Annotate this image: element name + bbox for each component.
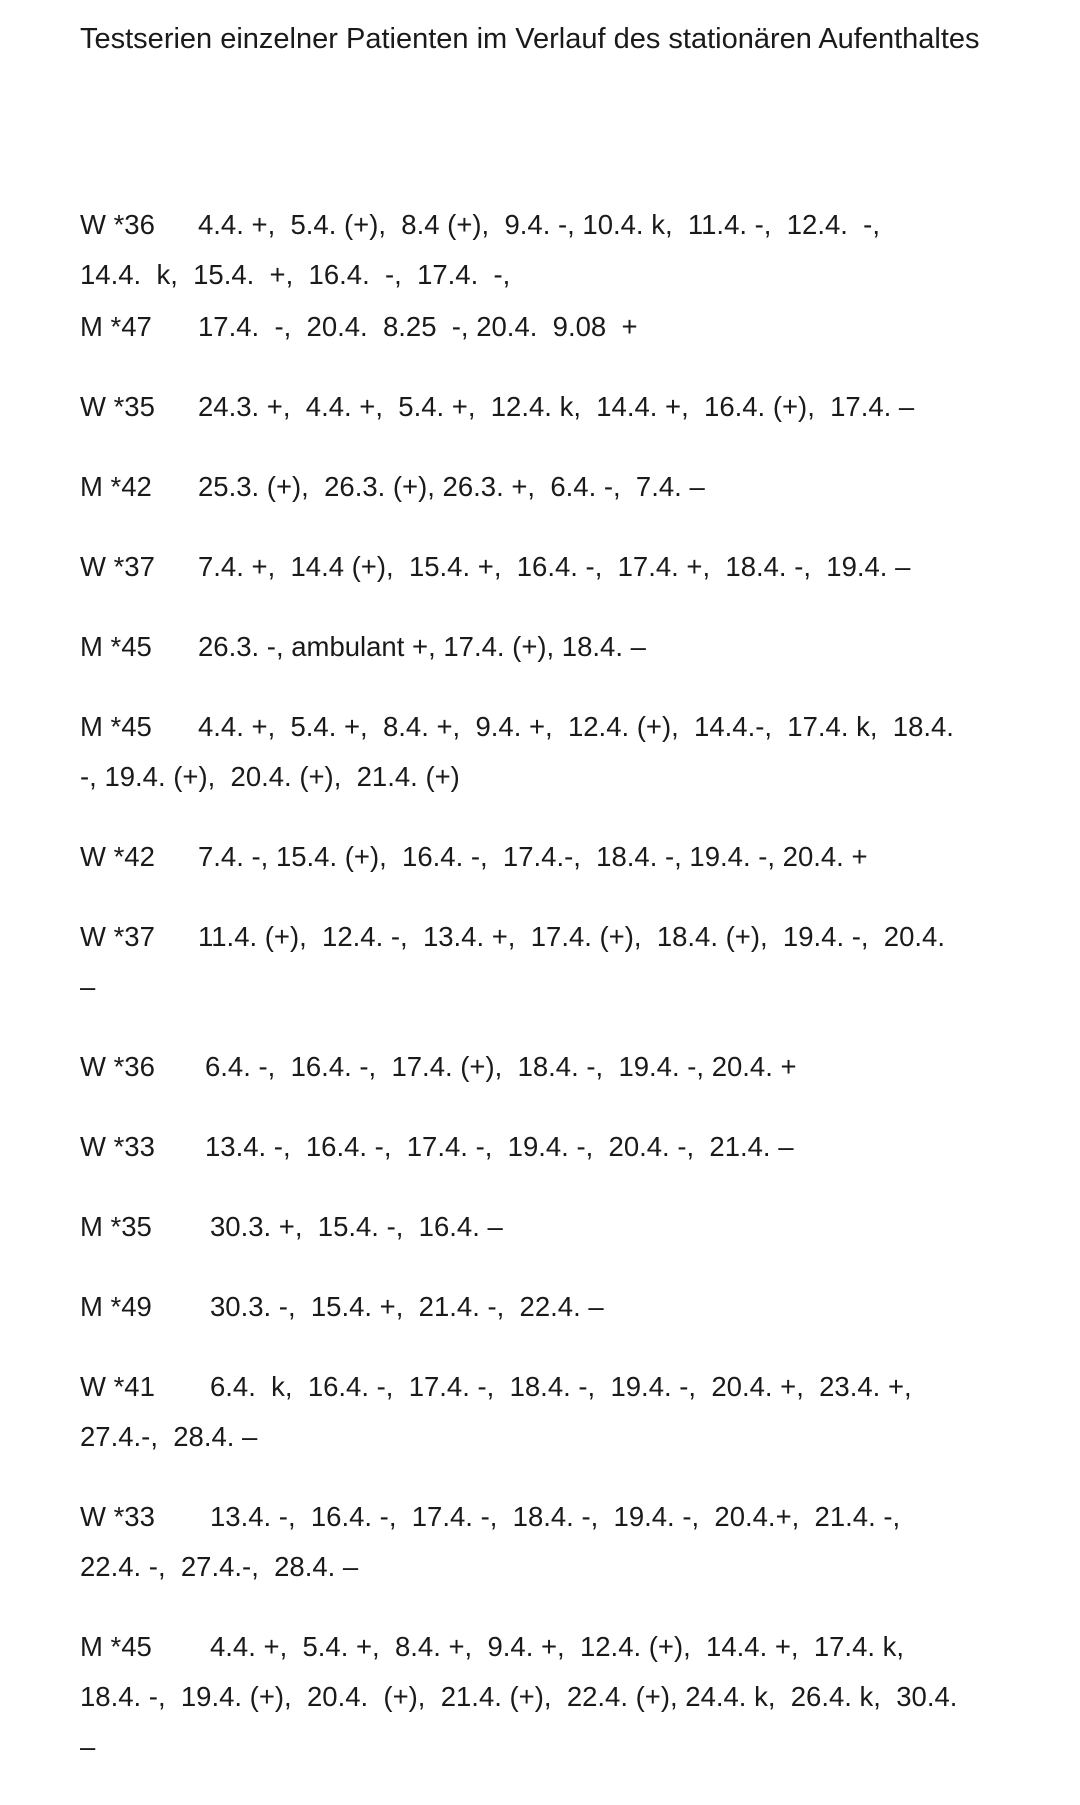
test-results: 24.3. +, 4.4. +, 5.4. +, 12.4. k, 14.4. +, 16.4. (+), 17.4. –	[198, 391, 915, 422]
patient-code: M *45	[80, 711, 152, 742]
test-results-continued: 27.4.-, 28.4. –	[80, 1421, 258, 1452]
patient-entry	[80, 912, 1000, 1012]
entry-first-line	[80, 1202, 1000, 1252]
patient-code: W *36	[80, 209, 155, 240]
patient-entry	[80, 622, 1000, 672]
test-results: 6.4. k, 16.4. -, 17.4. -, 18.4. -, 19.4. -, 20.4. +, 23.4. +,	[210, 1371, 912, 1402]
patient-entry	[80, 832, 1000, 882]
entry-first-line	[80, 1042, 1000, 1092]
entry-first-line	[80, 702, 1000, 752]
test-results: 26.3. -, ambulant +, 17.4. (+), 18.4. –	[198, 631, 646, 662]
patient-code: W *37	[80, 921, 155, 952]
patient-entry	[80, 1122, 1000, 1172]
entry-first-line	[80, 1362, 1000, 1412]
test-results: 13.4. -, 16.4. -, 17.4. -, 19.4. -, 20.4. -, 21.4. –	[205, 1131, 794, 1162]
test-results: 4.4. +, 5.4. (+), 8.4 (+), 9.4. -, 10.4. k, 11.4. -, 12.4. -,	[198, 209, 880, 240]
entry-first-line	[80, 462, 1000, 512]
test-results-continued: –	[80, 971, 96, 1002]
entry-first-line	[80, 200, 1000, 250]
test-results: 30.3. +, 15.4. -, 16.4. –	[210, 1211, 503, 1242]
patient-entry	[80, 1492, 1000, 1592]
test-results: 30.3. -, 15.4. +, 21.4. -, 22.4. –	[210, 1291, 604, 1322]
entry-first-line	[80, 302, 1000, 352]
test-results: 17.4. -, 20.4. 8.25 -, 20.4. 9.08 +	[198, 311, 638, 342]
entry-first-line	[80, 382, 1000, 432]
test-results: 7.4. +, 14.4 (+), 15.4. +, 16.4. -, 17.4. +, 18.4. -, 19.4. –	[198, 551, 911, 582]
patient-code: W *35	[80, 391, 155, 422]
patient-entry	[80, 1622, 1000, 1772]
patient-code: W *33	[80, 1131, 155, 1162]
patient-entry	[80, 382, 1000, 432]
test-results: 11.4. (+), 12.4. -, 13.4. +, 17.4. (+), 18.4. (+), 19.4. -, 20.4.	[198, 921, 945, 952]
entry-first-line	[80, 912, 1000, 962]
patient-code: W *36	[80, 1051, 155, 1082]
entry-first-line	[80, 832, 1000, 882]
test-results-continued: 14.4. k, 15.4. +, 16.4. -, 17.4. -,	[80, 259, 511, 290]
test-results: 4.4. +, 5.4. +, 8.4. +, 9.4. +, 12.4. (+), 14.4.-, 17.4. k, 18.4.	[198, 711, 954, 742]
patient-code: W *42	[80, 841, 155, 872]
patient-entry	[80, 302, 1000, 352]
patient-code: M *42	[80, 471, 152, 502]
entry-first-line	[80, 622, 1000, 672]
entry-first-line	[80, 1622, 1000, 1672]
test-results-continued: -, 19.4. (+), 20.4. (+), 21.4. (+)	[80, 761, 460, 792]
entry-first-line	[80, 1492, 1000, 1542]
test-results: 25.3. (+), 26.3. (+), 26.3. +, 6.4. -, 7.4. –	[198, 471, 705, 502]
test-results: 7.4. -, 15.4. (+), 16.4. -, 17.4.-, 18.4. -, 19.4. -, 20.4. +	[198, 841, 868, 872]
patient-entry	[80, 462, 1000, 512]
patient-entry	[80, 200, 1000, 300]
patient-code: W *33	[80, 1501, 155, 1532]
test-results-continued: –	[80, 1731, 96, 1762]
patient-code: W *37	[80, 551, 155, 582]
test-results: 4.4. +, 5.4. +, 8.4. +, 9.4. +, 12.4. (+), 14.4. +, 17.4. k,	[210, 1631, 905, 1662]
entry-first-line	[80, 542, 1000, 592]
patient-entry	[80, 1362, 1000, 1462]
patient-code: W *41	[80, 1371, 155, 1402]
patient-entry	[80, 542, 1000, 592]
patient-code: M *35	[80, 1211, 152, 1242]
patient-entry	[80, 1202, 1000, 1252]
test-results-continued: 18.4. -, 19.4. (+), 20.4. (+), 21.4. (+), 22.4. (+), 24.4. k, 26.4. k, 30.4.	[80, 1681, 958, 1712]
patient-entry	[80, 702, 1000, 802]
test-results: 13.4. -, 16.4. -, 17.4. -, 18.4. -, 19.4. -, 20.4.+, 21.4. -,	[210, 1501, 901, 1532]
patient-code: M *47	[80, 311, 152, 342]
entry-first-line	[80, 1282, 1000, 1332]
test-results: 6.4. -, 16.4. -, 17.4. (+), 18.4. -, 19.4. -, 20.4. +	[205, 1051, 797, 1082]
patient-code: M *45	[80, 631, 152, 662]
test-results-continued: 22.4. -, 27.4.-, 28.4. –	[80, 1551, 359, 1582]
patient-entry	[80, 1282, 1000, 1332]
document-title: Testserien einzelner Patienten im Verlauf des stationären Aufenthaltes	[80, 23, 980, 55]
patient-code: M *49	[80, 1291, 152, 1322]
patient-code: M *45	[80, 1631, 152, 1662]
patient-entry	[80, 1042, 1000, 1092]
entry-first-line	[80, 1122, 1000, 1172]
